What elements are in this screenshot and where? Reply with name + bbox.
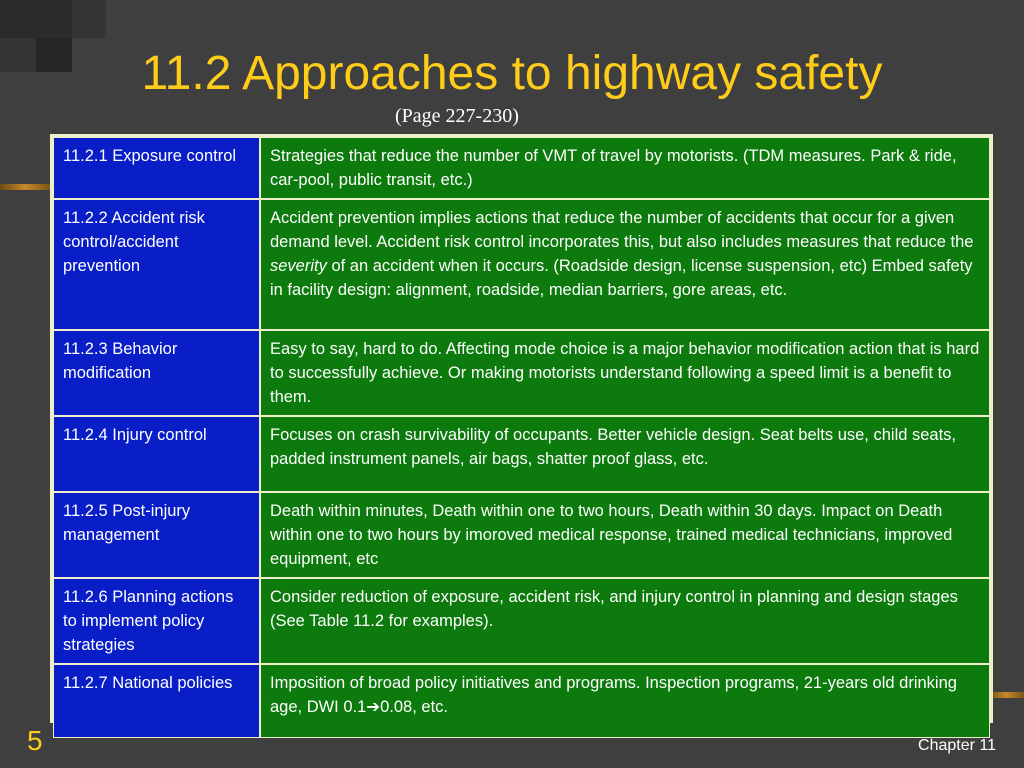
approach-label: 11.2.1 Exposure control [53, 137, 260, 199]
table-row [53, 578, 990, 664]
table-row [53, 416, 990, 492]
corner-decoration [72, 0, 106, 38]
table-row [53, 137, 990, 199]
table-row [53, 664, 990, 738]
approach-label: 11.2.2 Accident risk control/accident prevention [53, 199, 260, 330]
table-row [53, 330, 990, 416]
approaches-table [50, 134, 993, 723]
approach-description: Focuses on crash survivability of occupants. Better vehicle design. Seat belts use, child seats, padded instrument panels, air bags, shatter proof glass, etc. [260, 416, 990, 492]
approach-label: 11.2.5 Post-injury management [53, 492, 260, 578]
table-row [53, 492, 990, 578]
approach-description: Strategies that reduce the number of VMT of travel by motorists. (TDM measures. Park & ride, car-pool, public transit, etc.) [260, 137, 990, 199]
footer-chapter: Chapter 11 [918, 737, 996, 754]
approach-label: 11.2.6 Planning actions to implement policy strategies [53, 578, 260, 664]
approach-description [260, 199, 990, 330]
corner-decoration [0, 0, 72, 38]
slide-title: 11.2 Approaches to highway safety [141, 47, 883, 100]
slide-number: 5 [27, 725, 43, 756]
emphasis-text: severity [270, 257, 327, 275]
approach-label: 11.2.4 Injury control [53, 416, 260, 492]
approach-description: Easy to say, hard to do. Affecting mode choice is a major behavior modification action that is hard to successfully achieve. Or making motorists understand following a speed limit is a benefit to them. [260, 330, 990, 416]
approach-label: 11.2.7 National policies [53, 664, 260, 738]
table-row [53, 199, 990, 330]
approach-description: Death within minutes, Death within one to two hours, Death within 30 days. Impact on Death within one to two hours by imoroved medical response, trained medical technicians, improved equipment, etc [260, 492, 990, 578]
approach-description: Consider reduction of exposure, accident risk, and injury control in planning and design stages (See Table 11.2 for examples). [260, 578, 990, 664]
approach-description: Imposition of broad policy initiatives and programs. Inspection programs, 21-years old drinking age, DWI 0.1➔0.08, etc. [260, 664, 990, 738]
approach-label: 11.2.3 Behavior modification [53, 330, 260, 416]
accent-bar-left [0, 184, 50, 190]
accent-bar-right [988, 692, 1024, 698]
description-text: Accident prevention implies actions that reduce the number of accidents that occur for a given demand level. Accident risk control incorporates this, but also includes measures that reduce the [270, 209, 974, 251]
page-reference: (Page 227-230) [395, 105, 519, 127]
description-text: of an accident when it occurs. (Roadside design, license suspension, etc) Embed safety in facility design: alignment, roadside, median barriers, gore areas, etc. [270, 257, 973, 299]
